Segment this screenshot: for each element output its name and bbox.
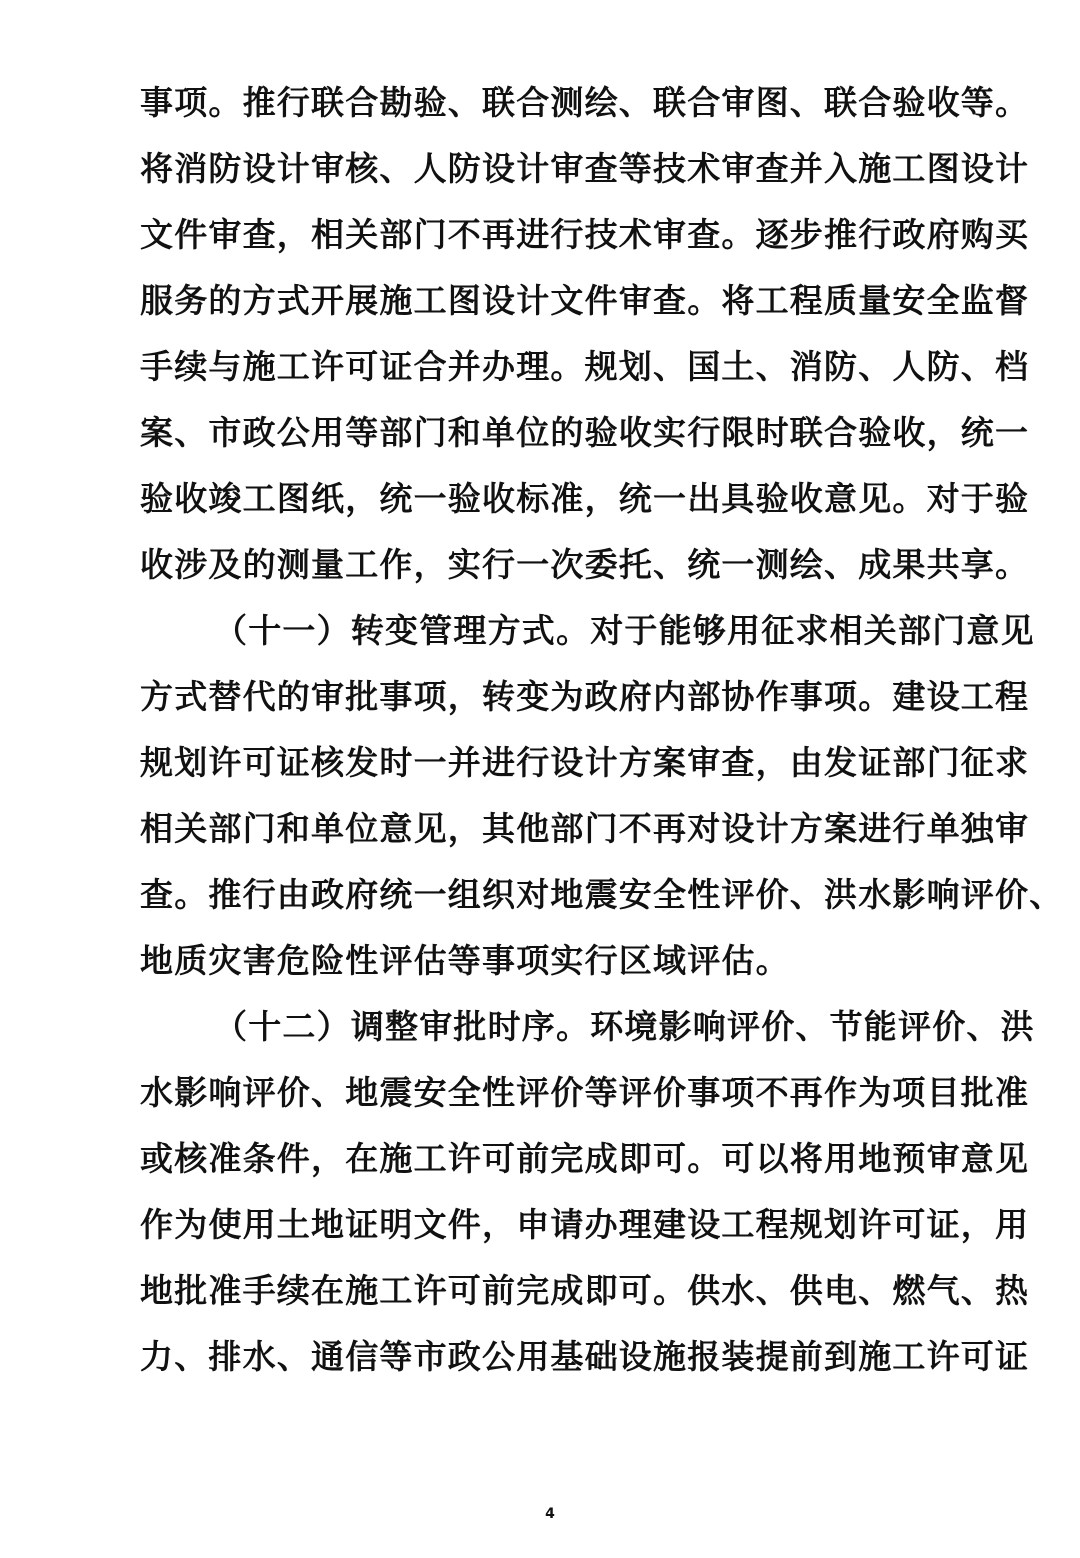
text-line: 服务的方式开展施工图设计文件审查。将工程质量安全监督 xyxy=(140,281,1030,320)
text-line: 查。推行由政府统一组织对地震安全性评价、洪水影响评价、 xyxy=(140,875,1064,914)
text-line: 事项。推行联合勘验、联合测绘、联合审图、联合验收等。 xyxy=(140,83,1030,122)
page-number: 4 xyxy=(545,1506,555,1522)
section-12-number: （十二） xyxy=(214,1007,351,1046)
text-line: 将消防设计审核、人防设计审查等技术审查并入施工图设计 xyxy=(140,149,1030,188)
text-line: 力、排水、通信等市政公用基础设施报装提前到施工许可证 xyxy=(140,1337,1030,1376)
text-line: 方式替代的审批事项，转变为政府内部协作事项。建设工程 xyxy=(140,677,1030,716)
text-line: 文件审查，相关部门不再进行技术审查。逐步推行政府购买 xyxy=(140,215,1030,254)
text-line: 相关部门和单位意见，其他部门不再对设计方案进行单独审 xyxy=(140,809,1030,848)
text-line: 收涉及的测量工作，实行一次委托、统一测绘、成果共享。 xyxy=(140,545,1030,584)
text-line: 地批准手续在施工许可前完成即可。供水、供电、燃气、热 xyxy=(140,1271,1030,1310)
section-11-text: 转变管理方式。对于能够用征求相关部门意见 xyxy=(350,611,1035,650)
section-11-first-line xyxy=(214,598,1035,664)
section-12-first-line xyxy=(214,994,1035,1060)
text-line: 或核准条件，在施工许可前完成即可。可以将用地预审意见 xyxy=(140,1139,1030,1178)
text-line: 作为使用土地证明文件，申请办理建设工程规划许可证，用 xyxy=(140,1205,1030,1244)
text-line: 水影响评价、地震安全性评价等评价事项不再作为项目批准 xyxy=(140,1073,1030,1112)
section-12-text: 调整审批时序。环境影响评价、节能评价、洪 xyxy=(350,1007,1035,1046)
text-line: 案、市政公用等部门和单位的验收实行限时联合验收，统一 xyxy=(140,413,1030,452)
text-line: 验收竣工图纸，统一验收标准，统一出具验收意见。对于验 xyxy=(140,479,1030,518)
text-line: 手续与施工许可证合并办理。规划、国土、消防、人防、档 xyxy=(140,347,1030,386)
section-11-number: （十一） xyxy=(214,611,351,650)
text-line: 规划许可证核发时一并进行设计方案审查，由发证部门征求 xyxy=(140,743,1030,782)
text-line: 地质灾害危险性评估等事项实行区域评估。 xyxy=(140,941,790,980)
